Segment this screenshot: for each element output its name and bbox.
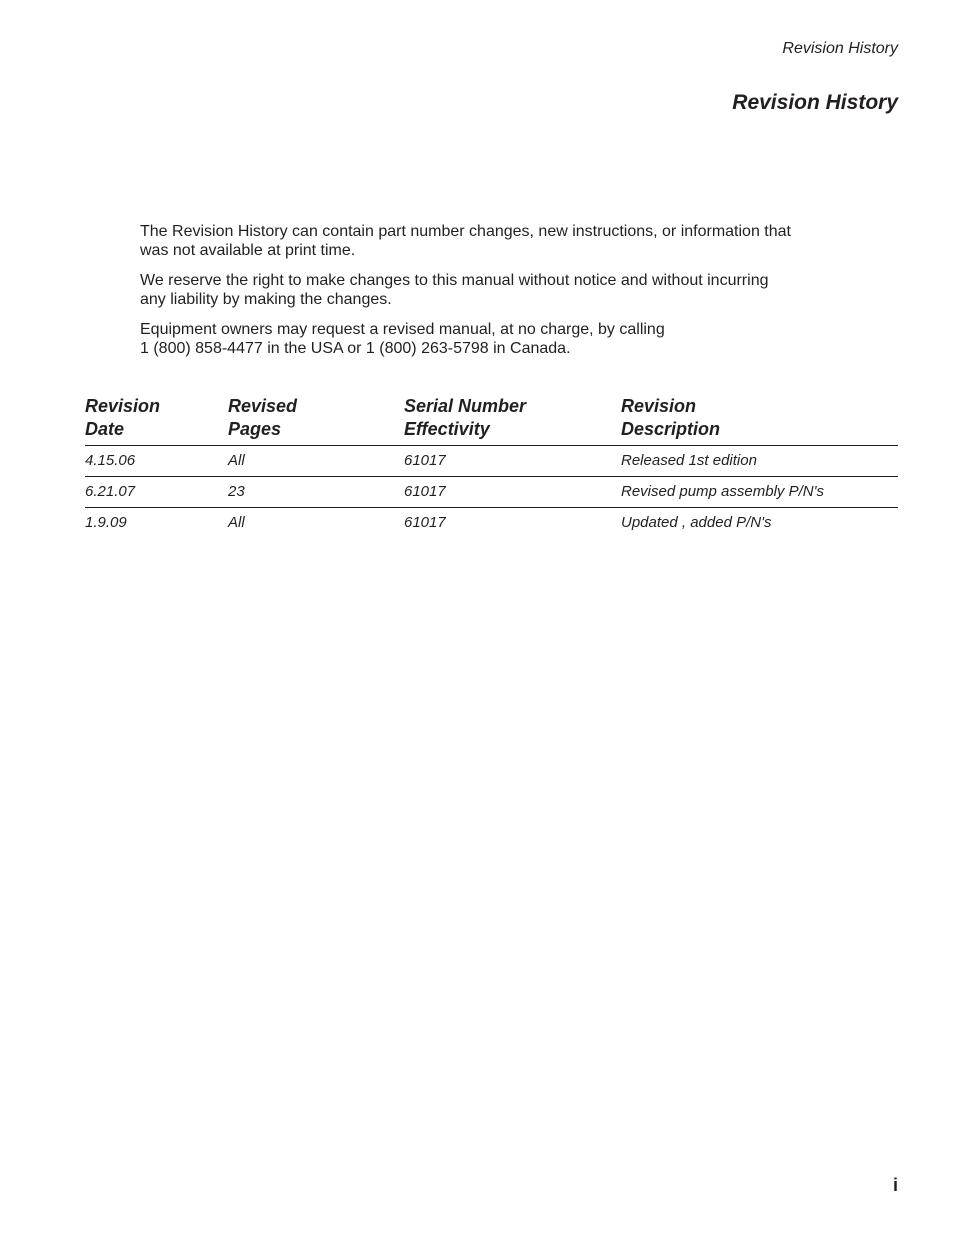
cell-revision-date: 1.9.09 — [85, 514, 127, 531]
cell-revised-pages: 23 — [228, 477, 404, 508]
table-row — [85, 508, 898, 539]
table-header-row — [85, 395, 898, 446]
table-row — [85, 477, 898, 508]
column-header-revised-pages: Revised Pages — [228, 395, 404, 446]
cell-serial-number: 61017 — [404, 446, 621, 477]
page-number: i — [892, 1175, 898, 1195]
cell-revision-description: Released 1st edition — [621, 446, 898, 477]
page-title: Revision History — [732, 91, 898, 114]
cell-revised-pages: All — [228, 446, 404, 477]
cell-serial-number: 61017 — [404, 477, 621, 508]
intro-paragraph-request-manual: Equipment owners may request a revised manual, at no charge, by calling 1 (800) 858-4477 in the USA or 1 (800) 263-5798 in Canada. — [140, 321, 665, 357]
table-row — [85, 446, 898, 477]
intro-paragraph-revision-contents: The Revision History can contain part number changes, new instructions, or information that was not available at print time. — [140, 223, 791, 259]
cell-revision-description: Updated , added P/N's — [621, 514, 772, 531]
cell-revised-pages: All — [228, 514, 245, 531]
running-header: Revision History — [782, 40, 898, 57]
intro-paragraph-changes-notice: We reserve the right to make changes to this manual without notice and without incurring any liability by making the changes. — [140, 272, 769, 308]
cell-revision-date: 6.21.07 — [85, 477, 228, 508]
column-header-revision-date: Revision Date — [85, 395, 228, 446]
cell-serial-number: 61017 — [404, 514, 446, 531]
cell-revision-description: Revised pump assembly P/N's — [621, 477, 898, 508]
column-header-revision-description: Revision Description — [621, 395, 898, 446]
cell-revision-date: 4.15.06 — [85, 446, 228, 477]
column-header-serial-number: Serial Number Effectivity — [404, 395, 621, 446]
revision-table — [85, 395, 898, 538]
intro-text — [140, 222, 860, 369]
